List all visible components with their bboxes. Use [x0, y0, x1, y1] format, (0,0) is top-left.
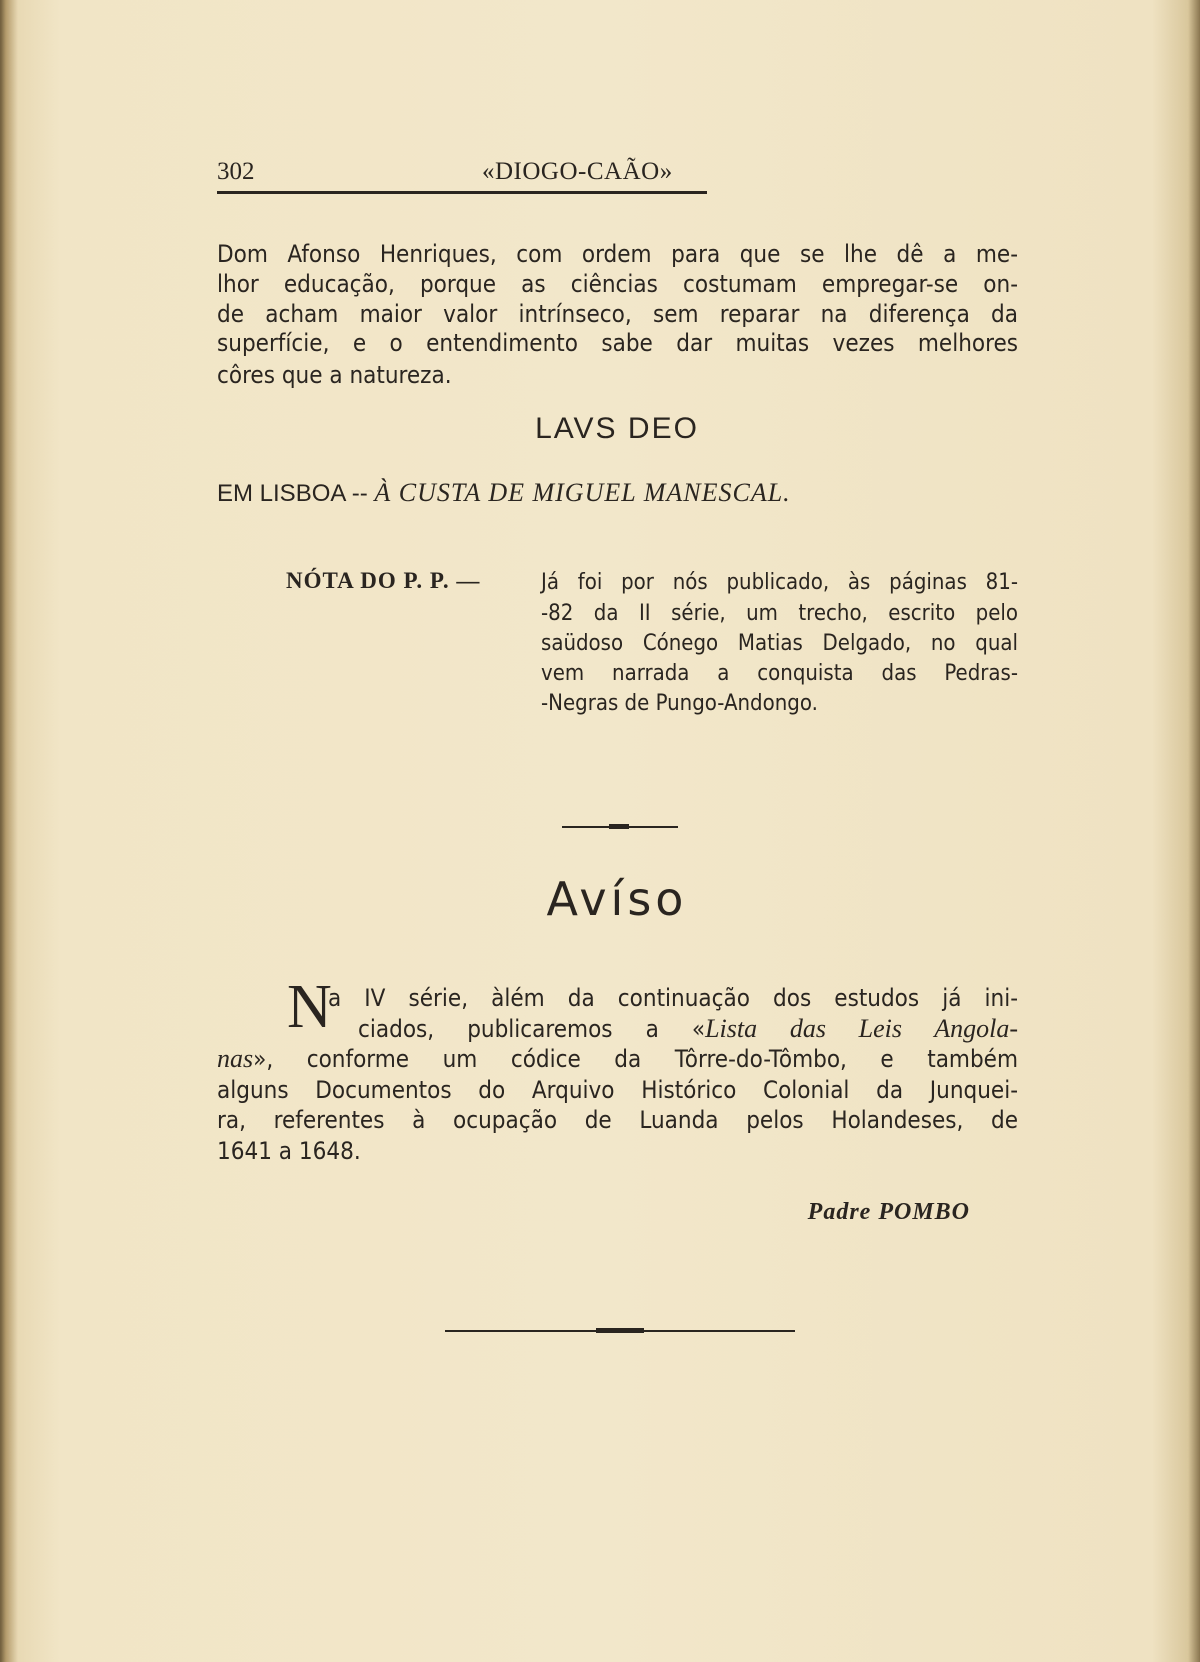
aviso-line: nas», conforme um códice da Tôrre-do-Tômbo, e também — [217, 1044, 1018, 1073]
aviso-line: alguns Documentos do Arquivo Histórico Colonial da Junquei- — [217, 1076, 1018, 1104]
aviso-line: ciados, publicaremos a «Lista das Leis Angola- — [358, 1014, 1018, 1043]
header-rule — [217, 191, 707, 194]
note-line: saüdoso Cónego Matias Delgado, no qual — [541, 631, 1018, 656]
aviso-title-ref: Lista das Leis Angola- — [705, 1014, 1018, 1043]
note-line: -Negras de Pungo-Andongo. — [541, 691, 818, 716]
body-line: côres que a natureza. — [217, 361, 452, 389]
note-line: Já foi por nós publicado, às páginas 81- — [541, 570, 1018, 595]
body-line: lhor educação, porque as ciências costumam empregar-se on- — [217, 270, 1018, 298]
signature: Padre POMBO — [807, 1199, 970, 1225]
aviso-line: a IV série, àlém da continuação dos estudos já ini- — [328, 984, 1018, 1012]
note-line: -82 da II série, um trecho, escrito pelo — [541, 601, 1018, 626]
running-title: «DIOGO-CAÃO» — [482, 158, 673, 185]
aviso-title: Avíso — [546, 872, 688, 926]
colophon-place: EM LISBOA -- — [217, 480, 368, 507]
aviso-line: 1641 a 1648. — [217, 1137, 361, 1165]
note-line: vem narrada a conquista das Pedras- — [541, 661, 1018, 686]
end-divider-ornament — [596, 1328, 644, 1333]
body-line: Dom Afonso Henriques, com ordem para que se lhe dê a me- — [217, 240, 1018, 268]
aviso-line: ra, referentes à ocupação de Luanda pelos Holandeses, de — [217, 1106, 1018, 1134]
colophon-line — [217, 478, 791, 508]
body-line: superfície, e o entendimento sabe dar muitas vezes melhores — [217, 329, 1018, 357]
laus-deo: LAVS DEO — [535, 412, 699, 445]
drop-cap: N — [287, 973, 332, 1041]
divider-ornament — [609, 824, 629, 829]
colophon-publisher: À CUSTA DE MIGUEL MANESCAL. — [374, 478, 791, 507]
page-number: 302 — [217, 158, 255, 185]
body-line: de acham maior valor intrínseco, sem reparar na diferença da — [217, 300, 1018, 328]
note-label: NÓTA DO P. P. — — [286, 568, 481, 593]
